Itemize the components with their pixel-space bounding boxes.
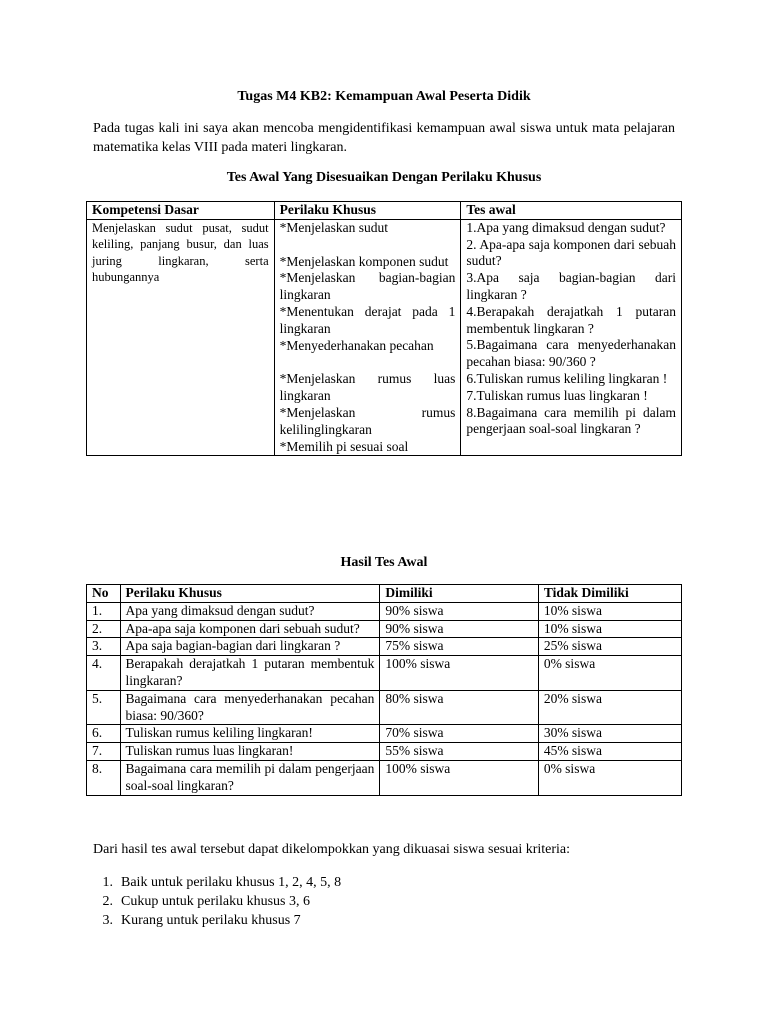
row-dimiliki: 55% siswa <box>380 743 538 761</box>
tes-item: 7.Tuliskan rumus luas lingkaran ! <box>466 387 648 403</box>
row-perilaku: Bagaimana cara menyederhanakan pecahan biasa: 90/360? <box>120 690 380 725</box>
row-dimiliki: 80% siswa <box>380 690 538 725</box>
table-row <box>87 638 682 656</box>
row-tidak-dimiliki: 0% siswa <box>538 656 681 691</box>
row-perilaku: Berapakah derajatkah 1 putaran membentuk lingkaran? <box>120 656 380 691</box>
kompetensi-cell <box>87 219 275 456</box>
perilaku-cell <box>274 219 461 456</box>
header-tidak-dimiliki: Tidak Dimiliki <box>538 585 681 603</box>
row-no: 4. <box>87 656 121 691</box>
row-no: 6. <box>87 725 121 743</box>
list-item-number: 3. <box>102 913 113 928</box>
table-row <box>87 219 682 456</box>
row-tidak-dimiliki: 10% siswa <box>538 602 681 620</box>
table-row <box>87 656 682 691</box>
row-tidak-dimiliki: 20% siswa <box>538 690 681 725</box>
row-no: 8. <box>87 760 121 795</box>
tes-item: 2. Apa-apa saja komponen dari sebuah sudut? <box>466 236 676 269</box>
header-no: No <box>87 585 121 603</box>
tes-awal-table <box>86 201 682 456</box>
table-row <box>87 602 682 620</box>
intro-paragraph: Pada tugas kali ini saya akan mencoba mengidentifikasi kemampuan awal siswa untuk mata pelajaran matematika kelas VIII pada materi lingkaran. <box>93 121 675 155</box>
row-tidak-dimiliki: 10% siswa <box>538 620 681 638</box>
list-item-text: Baik untuk perilaku khusus 1, 2, 4, 5, 8 <box>121 875 342 890</box>
table-row <box>87 725 682 743</box>
perilaku-item: *Memilih pi sesuai soal <box>279 438 409 454</box>
row-dimiliki: 75% siswa <box>380 638 538 656</box>
row-dimiliki: 90% siswa <box>380 602 538 620</box>
row-tidak-dimiliki: 30% siswa <box>538 725 681 743</box>
tes-cell <box>461 219 682 456</box>
header-perilaku: Perilaku Khusus <box>120 585 380 603</box>
table1-title: Tes Awal Yang Disesuaikan Dengan Perilaku Khusus <box>226 170 542 185</box>
row-dimiliki: 70% siswa <box>380 725 538 743</box>
tes-item: 8.Bagaimana cara memilih pi dalam pengerjaan soal-soal lingkaran ? <box>466 404 676 437</box>
row-perilaku: Apa yang dimaksud dengan sudut? <box>120 602 380 620</box>
criteria-list <box>93 873 693 930</box>
perilaku-item: *Menjelaskan bagian-bagian lingkaran <box>279 270 456 303</box>
tes-item: 6.Tuliskan rumus keliling lingkaran ! <box>466 370 668 386</box>
tes-item: 3.Apa saja bagian-bagian dari lingkaran ? <box>466 270 676 302</box>
header-dimiliki: Dimiliki <box>380 585 538 603</box>
list-item <box>93 873 693 892</box>
table-row <box>87 743 682 761</box>
list-item-text: Cukup untuk perilaku khusus 3, 6 <box>121 894 310 909</box>
row-no: 5. <box>87 690 121 725</box>
list-item-number: 2. <box>102 894 113 909</box>
row-no: 7. <box>87 743 121 761</box>
list-item <box>93 911 693 930</box>
table-row <box>87 620 682 638</box>
row-perilaku: Tuliskan rumus keliling lingkaran! <box>120 725 380 743</box>
table-row <box>87 760 682 795</box>
row-no: 3. <box>87 638 121 656</box>
row-perilaku: Bagaimana cara memilih pi dalam pengerjaan soal-soal lingkaran? <box>120 760 380 795</box>
table-row <box>87 690 682 725</box>
row-dimiliki: 90% siswa <box>380 620 538 638</box>
header-tes-awal: Tes awal <box>461 202 682 220</box>
tes-item: 5.Bagaimana cara menyederhanakan pecahan biasa: 90/360 ? <box>466 337 676 370</box>
document-title: Tugas M4 KB2: Kemampuan Awal Peserta Didik <box>237 89 531 104</box>
perilaku-item: *Menyederhanakan pecahan <box>279 337 434 353</box>
table2-title: Hasil Tes Awal <box>340 555 428 570</box>
row-dimiliki: 100% siswa <box>380 656 538 691</box>
list-item-text: Kurang untuk perilaku khusus 7 <box>121 913 301 928</box>
header-perilaku-khusus: Perilaku Khusus <box>274 202 461 220</box>
row-dimiliki: 100% siswa <box>380 760 538 795</box>
table-header-row <box>87 202 682 220</box>
row-perilaku: Apa-apa saja komponen dari sebuah sudut? <box>120 620 380 638</box>
tes-item: 4.Berapakah derajatkah 1 putaran membentuk lingkaran ? <box>466 303 676 336</box>
hasil-tes-table <box>86 584 682 796</box>
list-item-number: 1. <box>102 875 113 890</box>
conclusion-paragraph: Dari hasil tes awal tersebut dapat dikelompokkan yang dikuasai siswa sesuai kriteria: <box>93 842 571 857</box>
row-tidak-dimiliki: 25% siswa <box>538 638 681 656</box>
row-tidak-dimiliki: 45% siswa <box>538 743 681 761</box>
perilaku-item: *Menjelaskan rumus luas lingkaran <box>279 371 456 404</box>
row-tidak-dimiliki: 0% siswa <box>538 760 681 795</box>
perilaku-item: *Menjelaskan rumus kelilinglingkaran <box>279 404 456 437</box>
kompetensi-text: Menjelaskan sudut pusat, sudut keliling, panjang busur, dan luas juring lingkaran, serta hubungannya <box>92 220 269 285</box>
perilaku-item: *Menjelaskan sudut <box>279 219 388 235</box>
header-kompetensi-dasar: Kompetensi Dasar <box>87 202 275 220</box>
perilaku-item: *Menjelaskan komponen sudut <box>279 253 449 269</box>
perilaku-item: *Menentukan derajat pada 1 lingkaran <box>279 303 456 336</box>
row-perilaku: Tuliskan rumus luas lingkaran! <box>120 743 380 761</box>
table-header-row <box>87 585 682 603</box>
row-no: 2. <box>87 620 121 638</box>
list-item <box>93 892 693 911</box>
row-no: 1. <box>87 602 121 620</box>
row-perilaku: Apa saja bagian-bagian dari lingkaran ? <box>120 638 380 656</box>
tes-item: 1.Apa yang dimaksud dengan sudut? <box>466 219 666 235</box>
